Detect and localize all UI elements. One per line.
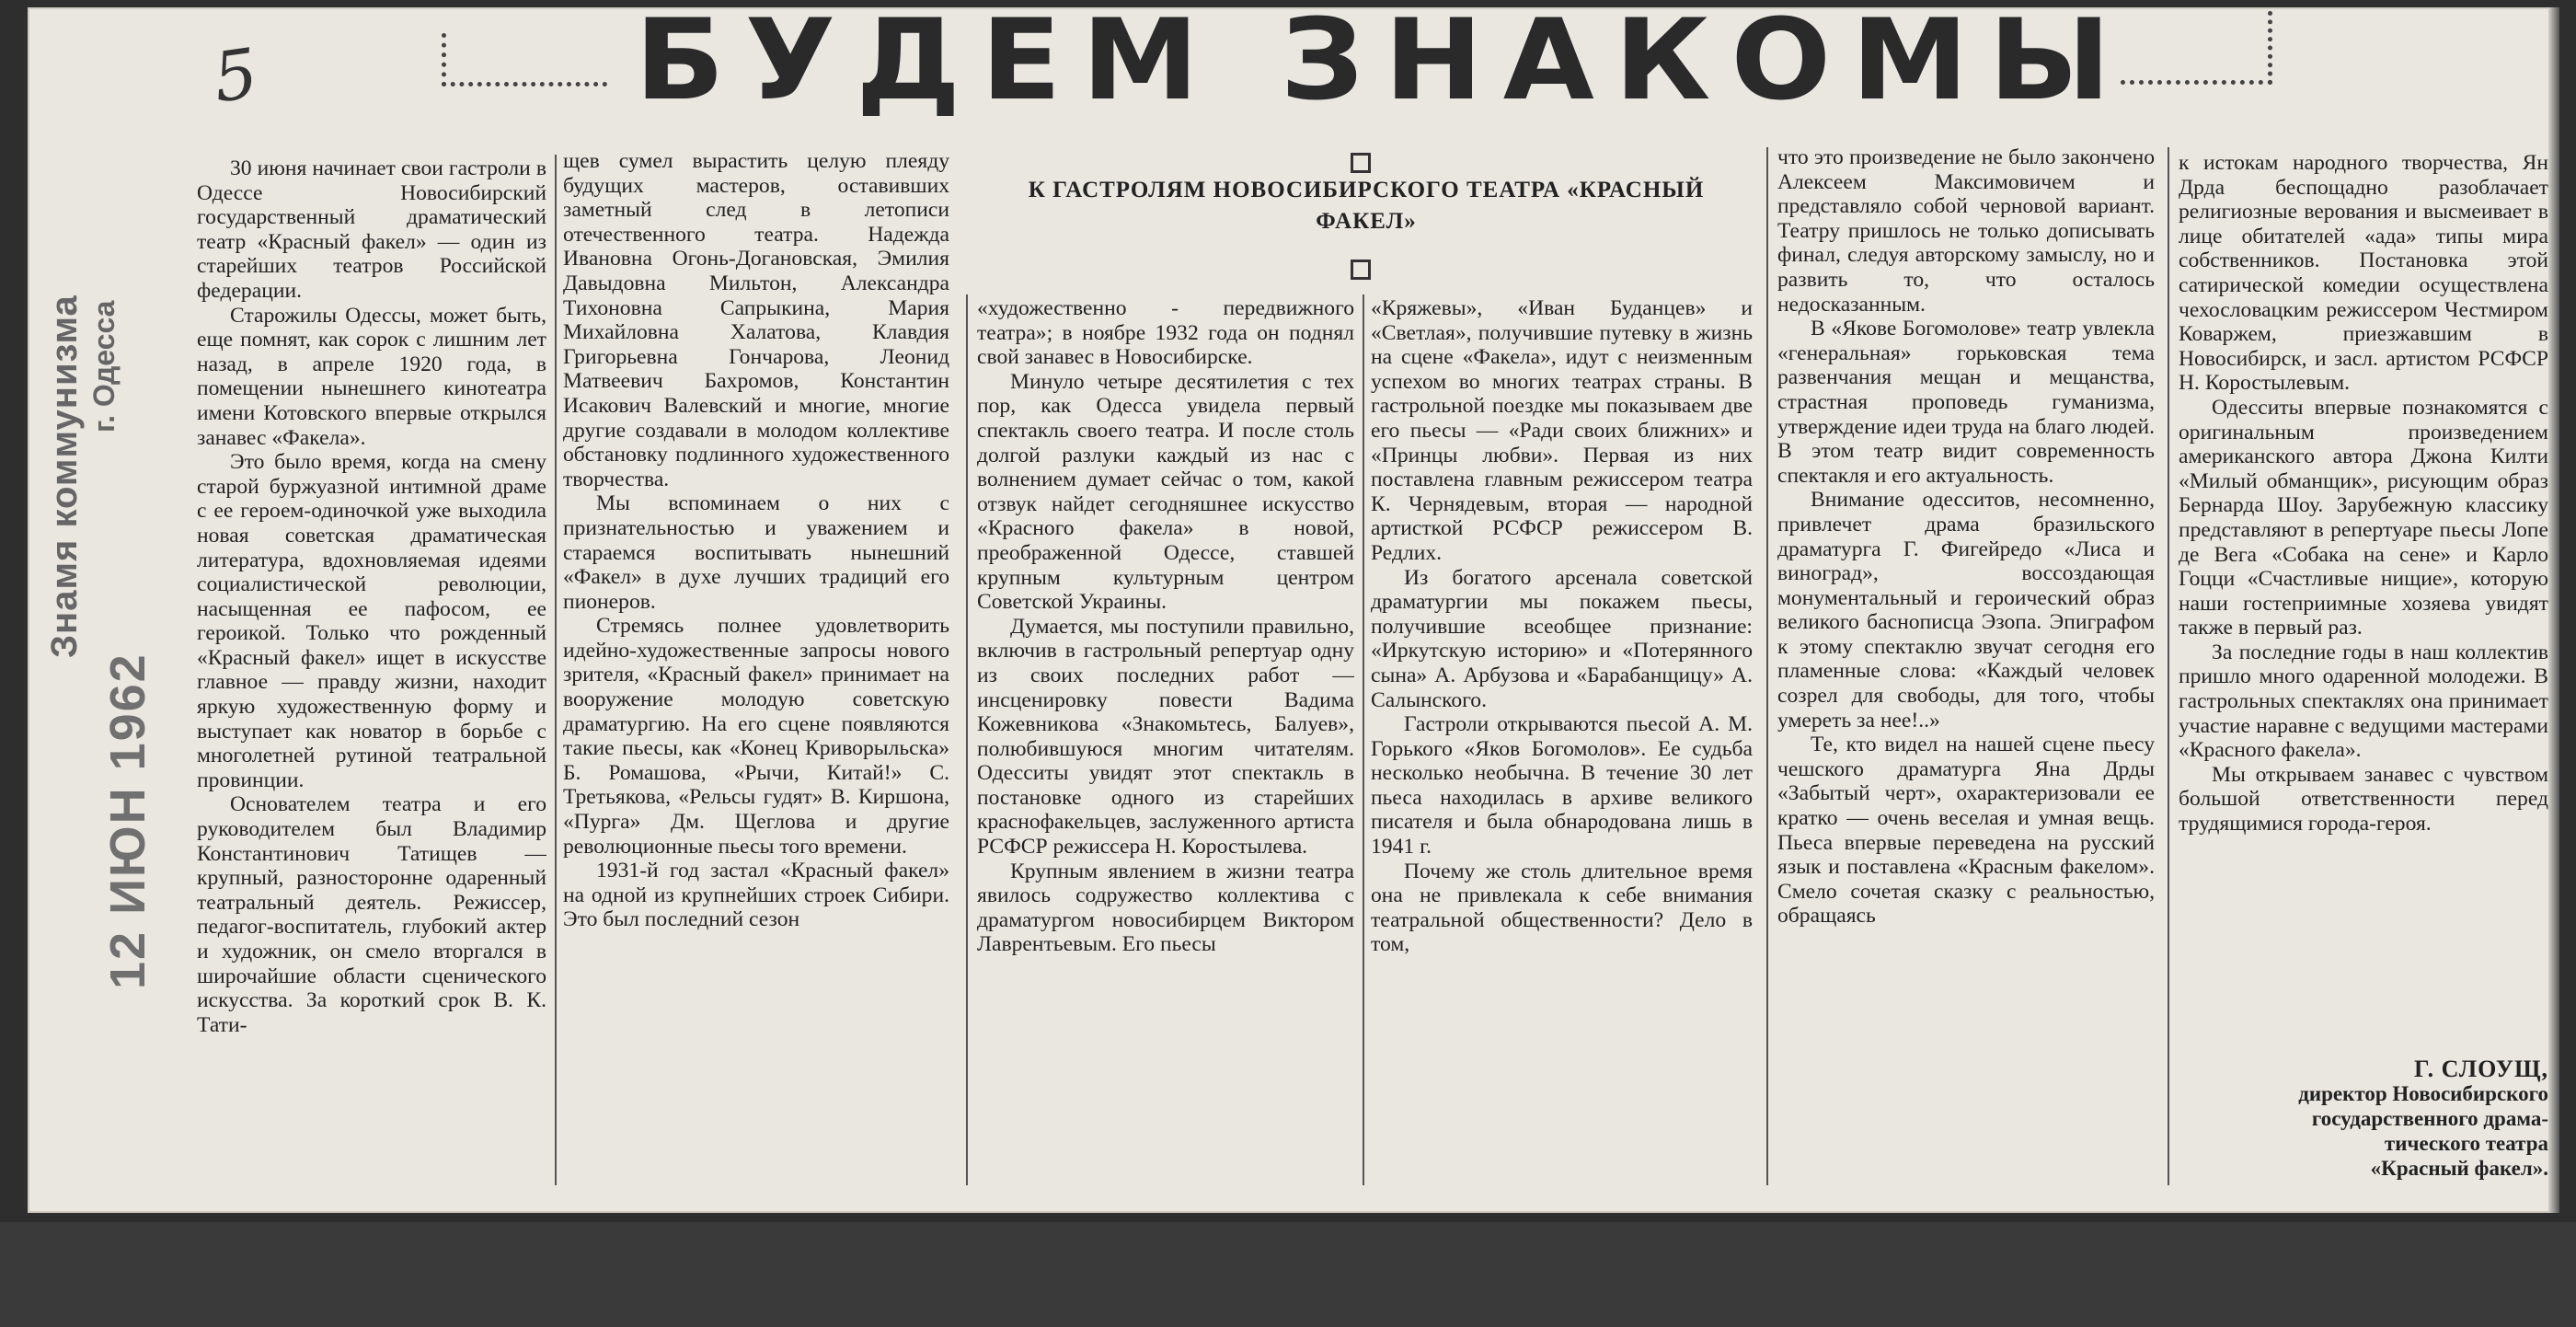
column-rule bbox=[1363, 294, 1364, 1185]
author-signature bbox=[2179, 1056, 2548, 1194]
author-title-line: директор Новосибирского bbox=[2298, 1082, 2548, 1105]
author-name: Г. СЛОУЩ, bbox=[2413, 1056, 2548, 1082]
paragraph: 1931-й год застал «Красный факел» на одной из крупнейших строек Сибири. Это был последний сезон bbox=[563, 859, 949, 932]
stamp-city: г. Одесса bbox=[87, 300, 121, 433]
clipping-edge bbox=[2548, 7, 2559, 1213]
paragraph: «Кряжевы», «Иван Буданцев» и «Светлая», получившие путевку в жизнь на сцене «Факела», идут с неизменным успехом во многих театрах страны. В гастрольной поездке мы показываем две его пьесы — «Ради своих ближних» и «Принцы любви». Первая из них поставлена главным режиссером театра К. Чернядевым, вторая — народной артисткой РСФСР режиссером В. Редлих. bbox=[1371, 296, 1753, 565]
paragraph: В «Якове Богомолове» театр увлекла «генеральная» горьковская тема развенчания мещан и мещанства, страстная проповедь гуманизма, утверждение идеи труда на благо людей. В этом театр видит современность спектакля и его актуальность. bbox=[1777, 317, 2155, 488]
headline: БУДЕМ ЗНАКОМЫ bbox=[635, 0, 2132, 126]
paragraph: Те, кто видел на нашей сцене пьесу чешского драматурга Яна Дрды «Забытый черт», охарактеризовали ее кратко — очень веселая и умная вещь. Пьеса впервые переведена на русский язык и поставлена «Красным факелом». Смело сочетая сказку с реальностью, обращаясь bbox=[1777, 733, 2155, 929]
paragraph: Основателем театра и его руководителем был Владимир Константинович Татищев — крупный, разносторонне одаренный театральный деятель. Режиссер, педагог-воспитатель, глубокий актер и художник, он смело вторгался в широчайшие области сценического искусства. За короткий срок В. К. Тати- bbox=[197, 792, 546, 1037]
paragraph: Старожилы Одессы, может быть, еще помнят, как сорок с лишним лет назад, в апреле 1920 года, в помещении нынешнего кинотеатра имени Котовского впервые открылся занавес «Факела». bbox=[197, 303, 546, 450]
column-rule bbox=[555, 155, 557, 1185]
ornament-square bbox=[1351, 260, 1371, 280]
ornament-square bbox=[1351, 153, 1371, 173]
paragraph: За последние годы в наш коллектив пришло много одаренной молодежи. В гастрольных спектаклях она принимает участие наравне с ведущими мастерами «Красного факела». bbox=[2179, 640, 2548, 763]
stamp-source: Знамя коммунизма bbox=[44, 294, 85, 658]
headline-dotted-frame-left bbox=[442, 33, 607, 87]
paragraph: Минуло четыре десятилетия с тех пор, как Одесса увидела первый спектакль своего театра. И после столь долгой разлуки каждый из нас с волнением думает сейчас о том, какой отзвук найдет сегодняшнее искусство «Красного факела» в новой, преображенной Одессе, ставшей крупным культурным центром Советской Украины. bbox=[977, 369, 1354, 615]
paragraph: Мы открываем занавес с чувством большой ответственности перед трудящимися города-героя. bbox=[2179, 762, 2548, 837]
paragraph: Стремясь полнее удовлетворить идейно-художественные запросы нового зрителя, «Красный факел» принимает на вооружение молодую советскую драматургию. На его сцене появляются такие пьесы, как «Конец Криворыльска» Б. Ромашова, «Рычи, Китай!» С. Третьякова, «Рельсы гудят» В. Киршона, «Пурга» Дм. Щеглова и другие революционные пьесы того времени. bbox=[563, 614, 949, 859]
paragraph: «художественно - передвижного театра»; в ноябре 1932 года он поднял свой занавес в Новосибирске. bbox=[977, 296, 1354, 370]
handwritten-number: 5 bbox=[208, 33, 263, 119]
article-column-6 bbox=[2179, 151, 2548, 1057]
paragraph: Из богатого арсенала советской драматургии мы покажем пьесы, получившие всеобщее признание: «Иркутскую историю» и «Потерянного сына» А. Арбузова и «Барабанщицу» А. Салынского. bbox=[1371, 565, 1753, 712]
paragraph: Внимание одесситов, несомненно, привлечет драма бразильского драматурга Г. Фигейредо «Лиса и виноград», воссоздающая монументальный и героический образ великого баснописца Эзопа. Эпиграфом к этому спектаклю звучат сегодня его пламенные слова: «Каждый человек созрел для свободы, для того, чтобы умереть за нее!..» bbox=[1777, 488, 2155, 733]
paragraph: что это произведение не было закончено Алексеем Максимовичем и представляло собой черновой вариант. Театру пришлось не только дописывать финал, следуя авторскому замыслу, но и развить то, что осталось недосказанным. bbox=[1777, 145, 2155, 317]
paragraph: Крупным явлением в жизни театра явилось содружество коллектива с драматургом новосибирцем Виктором Лаврентьевым. Его пьесы bbox=[977, 859, 1354, 957]
article-column-2 bbox=[563, 149, 949, 1180]
article-column-5 bbox=[1777, 145, 2155, 1176]
author-title-line: государственного драма- bbox=[2311, 1107, 2548, 1130]
paragraph: Мы вспоминаем о них с признательностью и уважением и стараемся воспитывать нынешний «Факел» в духе лучших традиций его пионеров. bbox=[563, 491, 949, 614]
paragraph: Почему же столь длительное время она не привлекала к себе внимания театральной общественности? Дело в том, bbox=[1371, 859, 1753, 957]
paragraph: к истокам народного творчества, Ян Дрда беспощадно разоблачает религиозные верования и высмеивает в лице обитателей «ада» типы мира собственников. Постановка этой сатирической комедии осуществлена чехословацким режиссером Честмиром Коваржем, приезжавшим в Новосибирск, и засл. артистом РСФСР Н. Коростылевым. bbox=[2179, 151, 2548, 396]
paragraph: Думается, мы поступили правильно, включив в гастрольный репертуар одну из своих последних работ — инсценировку повести Вадима Кожевникова «Знакомьтесь, Балуев», полюбившуюся многим читателям. Одесситы увидят этот спектакль в постановке одного из старейших краснофакельцев, заслуженного артиста РСФСР режиссера Н. Коростылева. bbox=[977, 614, 1354, 860]
stamp-date: 12 ИЮН 1962 bbox=[100, 652, 155, 989]
headline-dotted-frame-right bbox=[2121, 11, 2272, 85]
paragraph: щев сумел вырастить целую плеяду будущих мастеров, оставивших заметный след в летописи отечественного театра. Надежда Ивановна Огонь-Догановская, Эмилия Давыдовна Мильтон, Александра Тихоновна Сапрыкина, Мария Михайловна Халатова, Клавдия Григорьевна Гончарова, Леонид Матвеевич Бахромов, Константин Исакович Валевский и многие, многие другие создавали в молодом коллективе обстановку подлинного художественного творчества. bbox=[563, 149, 949, 491]
author-title-line: «Красный факел». bbox=[2370, 1157, 2548, 1180]
paragraph: Это было время, когда на смену старой буржуазной интимной драме с ее героем-одиночкой уже выходила новая советская драматическая литература, вдохновляемая идеями социалистической революции, насыщенная ее пафосом, ее героикой. Только что рожденный «Красный факел» ищет в искусстве главное — правду жизни, находит яркую художественную форму и выступает как новатор в борьбе с многолетней рутиной театральной провинции. bbox=[197, 450, 546, 792]
paragraph: Одесситы впервые познакомятся с оригинальным произведением американского автора Джона Килти «Милый обманщик», рисующим образ Бернарда Шоу. Зарубежную классику представляют в репертуаре пьесы Лопе де Вега «Собака на сене» и Карло Гоцци «Счастливые нищие», которую наши гостеприимные хозяева увидят также в первый раз. bbox=[2179, 395, 2548, 640]
article-column-3 bbox=[977, 296, 1354, 1327]
paragraph: 30 июня начинает свои гастроли в Одессе Новосибирский государственный драматический театр «Красный факел» — один из старейших театров Российской федерации. bbox=[197, 156, 546, 303]
kicker-heading: К ГАСТРОЛЯМ НОВОСИБИРСКОГО ТЕАТРА «КРАСНЫЙ ФАКЕЛ» bbox=[1028, 178, 1705, 234]
article-column-4 bbox=[1371, 296, 1753, 1327]
column-rule bbox=[966, 294, 968, 1185]
paragraph: Гастроли открываются пьесой А. М. Горького «Яков Богомолов». Ее судьба несколько необычна. В течение 30 лет пьеса находилась в архиве великого писателя и была обнародована лишь в 1941 г. bbox=[1371, 712, 1753, 860]
column-rule bbox=[1766, 147, 1768, 1185]
column-rule bbox=[2168, 147, 2169, 1185]
article-column-1 bbox=[197, 156, 546, 1187]
author-title-line: тического театра bbox=[2384, 1132, 2548, 1155]
